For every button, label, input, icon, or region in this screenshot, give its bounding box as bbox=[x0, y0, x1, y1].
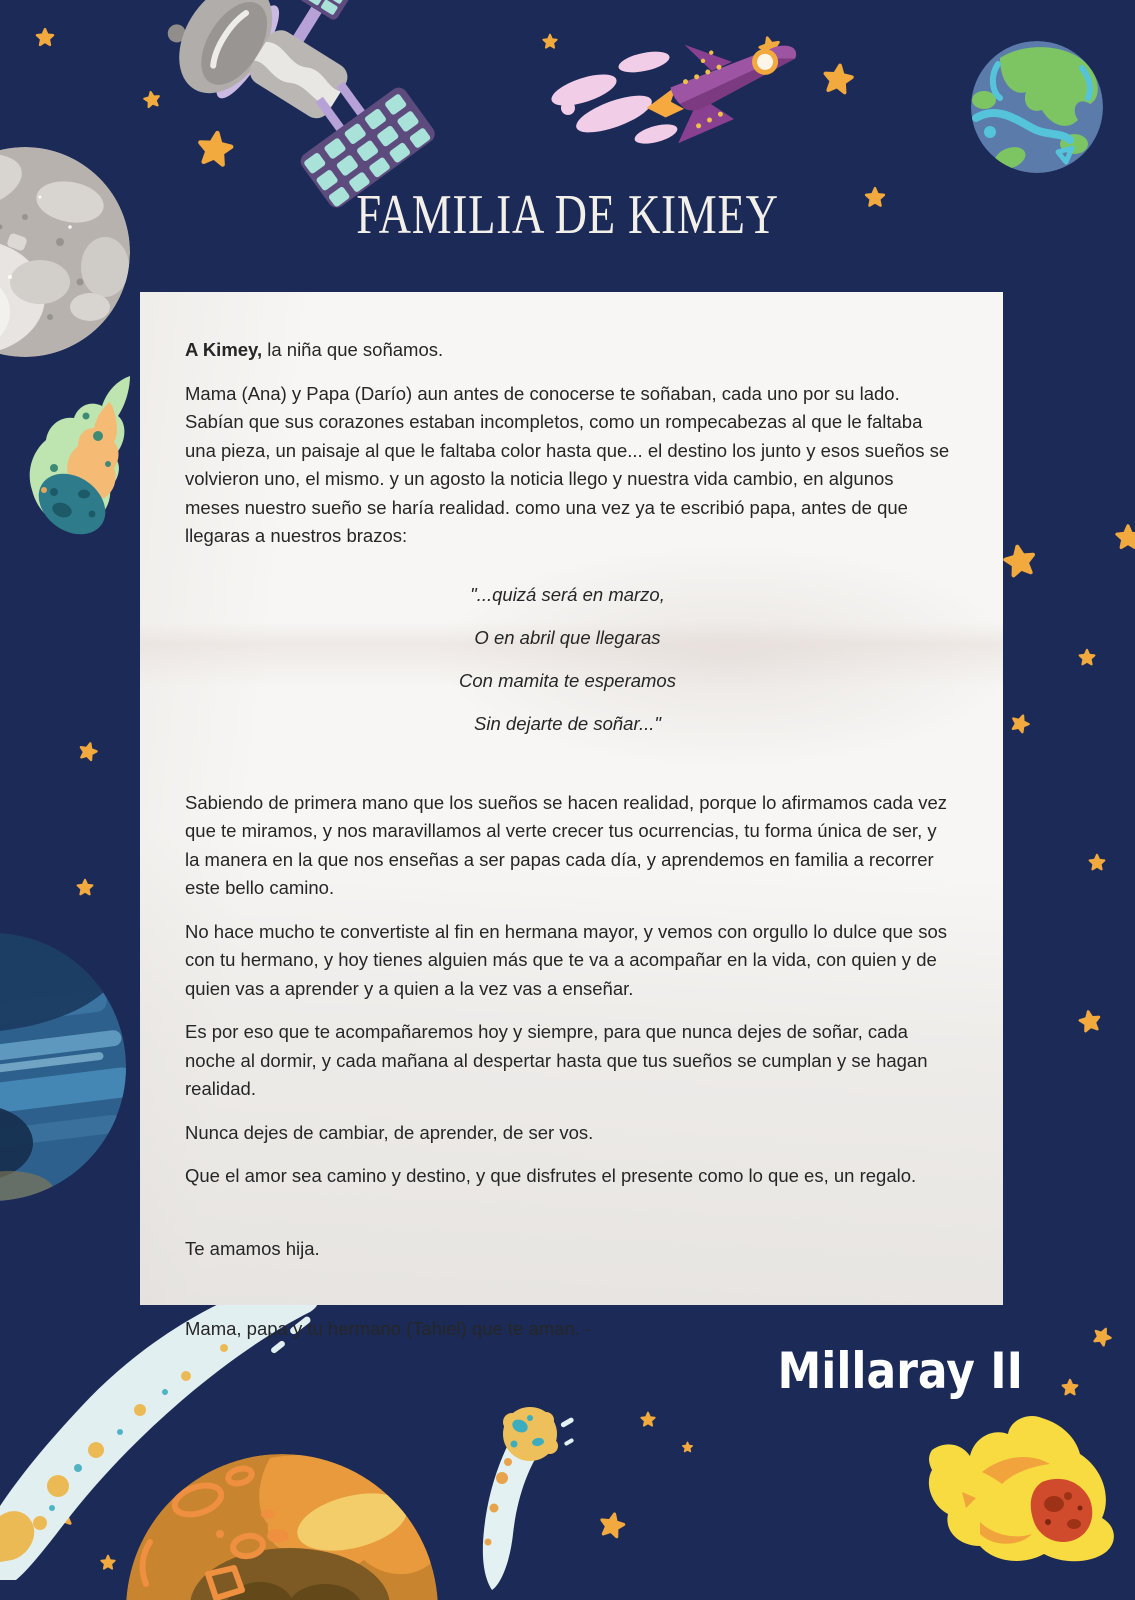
star-icon bbox=[1087, 1322, 1116, 1351]
small-comet-illustration bbox=[468, 1392, 578, 1592]
star-icon bbox=[1087, 853, 1107, 873]
star-icon bbox=[1113, 523, 1135, 553]
letter-paragraph: Es por eso que te acompañaremos hoy y siempre, para que nunca dejes de soñar, cada noche al dormir, y cada mañana al despertar hasta que tus sueños se cumplan y se hagan realidad. bbox=[185, 1021, 928, 1099]
star-icon bbox=[639, 1411, 657, 1429]
poem-line: Con mamita te esperamos bbox=[459, 669, 676, 691]
letter-paragraph: Nunca dejes de cambiar, de aprender, de ser vos. bbox=[185, 1121, 594, 1143]
star-icon bbox=[75, 878, 95, 898]
green-comet-illustration bbox=[14, 372, 144, 547]
poem-line: Sin dejarte de soñar..." bbox=[474, 712, 661, 734]
star-icon bbox=[1075, 1007, 1105, 1037]
poem-line: "...quizá será en marzo, bbox=[470, 583, 665, 605]
salutation-name: A Kimey, bbox=[185, 339, 263, 360]
star-icon bbox=[140, 88, 163, 111]
poem-line: O en abril que llegaras bbox=[474, 626, 661, 648]
star-icon bbox=[34, 27, 56, 49]
star-icon bbox=[594, 1508, 630, 1544]
brand-text: Millaray II bbox=[777, 1342, 1023, 1400]
earth-illustration bbox=[970, 40, 1104, 174]
letter-paragraph: Mama (Ana) y Papa (Darío) aun antes de conocerse te soñaban, cada uno por su lado. Sabían que sus corazones estaban incompletos, como un rompecabezas al que le faltaba una pieza, un paisaje al que le faltaba color hasta que... el destino los junto y esos sueños se volvieron uno, el mismo. y un agosto la noticia llego y nuestra vida cambio, en algunos meses nuestro sueño se haría realidad. como una vez ya te escribió papa, antes de que llegaras a nuestros brazos: bbox=[185, 382, 950, 546]
star-icon bbox=[818, 60, 859, 101]
rocket-illustration bbox=[548, 18, 808, 153]
letter-paragraph: Que el amor sea camino y destino, y que disfrutes el presente como lo que es, un regalo. bbox=[185, 1165, 917, 1186]
satellite-illustration bbox=[162, 0, 462, 200]
blue-planet-illustration bbox=[0, 933, 144, 1203]
orange-planet-illustration bbox=[120, 1438, 450, 1600]
star-icon bbox=[1006, 710, 1034, 738]
letter-salutation bbox=[185, 336, 950, 365]
letter-body bbox=[140, 292, 1003, 1344]
letter-paragraph: No hace mucho te convertiste al fin en hermana mayor, y vemos con orgullo lo dulce que sos con tu hermano, y hoy tienes alguien más que te va a acompañar en la vida, con quien y de quien vas a aprender y a quien a la vez vas a enseñar. bbox=[185, 920, 947, 999]
fireball-comet-illustration bbox=[922, 1412, 1117, 1567]
letter-poem bbox=[185, 573, 950, 745]
star-icon bbox=[1060, 1378, 1080, 1398]
star-icon bbox=[681, 1441, 694, 1454]
salutation-rest: la niña que soñamos. bbox=[262, 339, 444, 360]
letter-paragraph: Sabiendo de primera mano que los sueños se hacen realidad, porque lo afirmamos cada vez que te miramos, y nos maravillamos al verte crecer tus ocurrencias, tu forma única de ser, y la manera en la que nos enseñas a ser papas cada día, y aprendemos en familia a recorrer este bello camino. bbox=[185, 791, 948, 898]
letter-paper bbox=[140, 292, 1003, 1339]
star-icon bbox=[75, 739, 102, 766]
page-title: FAMILIA DE KIMEY bbox=[356, 184, 779, 246]
star-icon bbox=[998, 540, 1042, 584]
star-icon bbox=[1077, 648, 1097, 668]
letter-signature: Mama, papa y tu hermano (Tahiel) que te aman. - bbox=[185, 1318, 592, 1339]
moon-illustration bbox=[0, 147, 150, 377]
letter-closing: Te amamos hija. bbox=[185, 1237, 320, 1259]
